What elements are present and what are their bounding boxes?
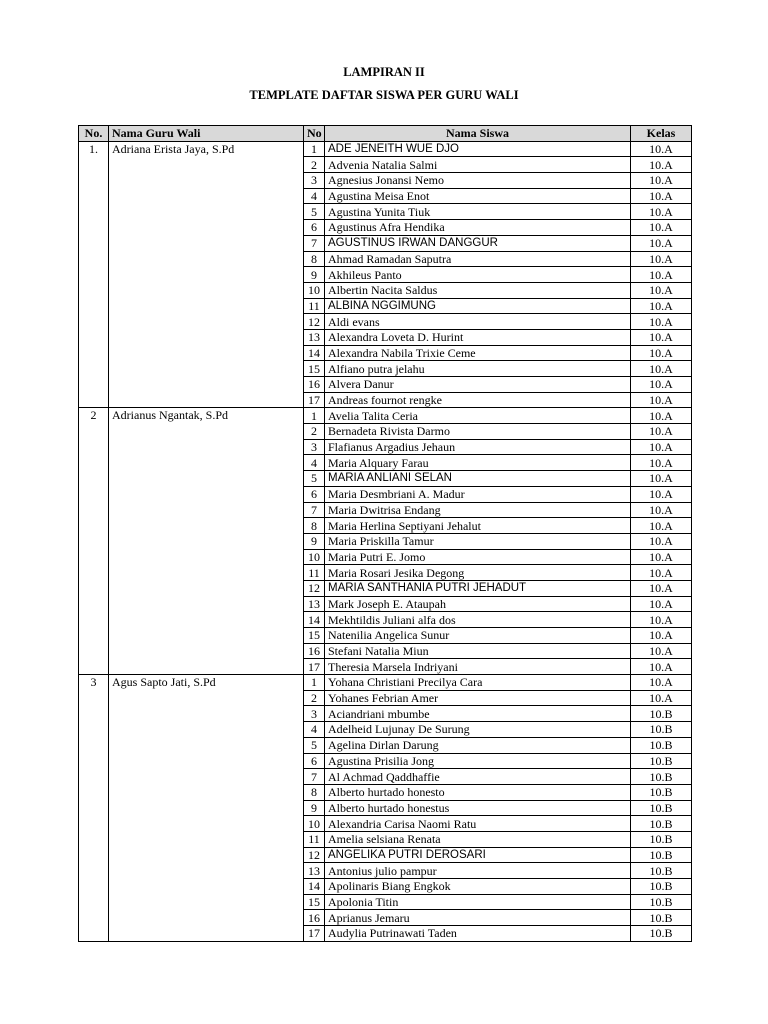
student-name: Alvera Danur	[325, 377, 631, 393]
student-number: 1	[304, 675, 325, 691]
student-class: 10.B	[631, 910, 692, 926]
student-table	[78, 125, 692, 942]
student-class: 10.A	[631, 345, 692, 361]
student-name: Amelia selsiana Renata	[325, 831, 631, 847]
student-class: 10.A	[631, 643, 692, 659]
student-number: 1	[304, 141, 325, 157]
student-number: 4	[304, 455, 325, 471]
table-row	[79, 675, 692, 691]
student-name: Maria Dwitrisa Endang	[325, 502, 631, 518]
student-name: Agelina Dirlan Darung	[325, 737, 631, 753]
student-number: 3	[304, 173, 325, 189]
table-body	[79, 141, 692, 941]
student-number: 17	[304, 926, 325, 942]
header-no: No.	[79, 126, 109, 142]
student-name: Albertin Nacita Saldus	[325, 282, 631, 298]
student-number: 12	[304, 580, 325, 596]
student-class: 10.A	[631, 549, 692, 565]
student-class: 10.A	[631, 690, 692, 706]
student-class: 10.A	[631, 455, 692, 471]
student-class: 10.B	[631, 894, 692, 910]
guru-number: 3	[79, 675, 109, 942]
student-name: Alberto hurtado honestus	[325, 800, 631, 816]
student-class: 10.B	[631, 926, 692, 942]
student-name: Aprianus Jemaru	[325, 910, 631, 926]
student-class: 10.A	[631, 282, 692, 298]
student-name: Apolinaris Biang Engkok	[325, 879, 631, 895]
student-class: 10.A	[631, 157, 692, 173]
student-class: 10.A	[631, 361, 692, 377]
student-name: Maria Putri E. Jomo	[325, 549, 631, 565]
student-class: 10.B	[631, 879, 692, 895]
student-number: 16	[304, 643, 325, 659]
student-name: Andreas fournot rengke	[325, 392, 631, 408]
student-class: 10.A	[631, 251, 692, 267]
student-name: Akhileus Panto	[325, 267, 631, 283]
student-number: 7	[304, 235, 325, 251]
document-title: LAMPIRAN II	[343, 65, 425, 79]
student-name: Maria Priskilla Tamur	[325, 533, 631, 549]
student-class: 10.A	[631, 533, 692, 549]
student-name: ANGELIKA PUTRI DEROSARI	[325, 847, 631, 863]
student-number: 12	[304, 847, 325, 863]
student-number: 4	[304, 722, 325, 738]
student-name: Maria Herlina Septiyani Jehalut	[325, 518, 631, 534]
student-number: 10	[304, 816, 325, 832]
student-number: 5	[304, 471, 325, 487]
student-class: 10.B	[631, 706, 692, 722]
student-name: Aldi evans	[325, 314, 631, 330]
student-class: 10.B	[631, 863, 692, 879]
student-class: 10.B	[631, 816, 692, 832]
student-class: 10.A	[631, 580, 692, 596]
student-name: Avelia Talita Ceria	[325, 408, 631, 424]
student-class: 10.B	[631, 753, 692, 769]
student-name: Agustina Meisa Enot	[325, 188, 631, 204]
guru-number: 2	[79, 408, 109, 675]
student-number: 14	[304, 612, 325, 628]
table-header-row	[79, 126, 692, 142]
student-class: 10.B	[631, 737, 692, 753]
student-name: Theresia Marsela Indriyani	[325, 659, 631, 675]
student-number: 12	[304, 314, 325, 330]
student-number: 8	[304, 251, 325, 267]
student-name: Alexandra Loveta D. Hurint	[325, 329, 631, 345]
student-class: 10.A	[631, 424, 692, 440]
student-name: Aciandriani mbumbe	[325, 706, 631, 722]
student-name: Agnesius Jonansi Nemo	[325, 173, 631, 189]
student-name: Advenia Natalia Salmi	[325, 157, 631, 173]
student-name: Ahmad Ramadan Saputra	[325, 251, 631, 267]
student-number: 10	[304, 549, 325, 565]
student-class: 10.B	[631, 831, 692, 847]
student-number: 6	[304, 753, 325, 769]
student-class: 10.A	[631, 377, 692, 393]
student-class: 10.A	[631, 220, 692, 236]
guru-number: 1.	[79, 141, 109, 408]
student-number: 5	[304, 737, 325, 753]
student-class: 10.A	[631, 439, 692, 455]
header-guru-wali: Nama Guru Wali	[109, 126, 304, 142]
student-number: 11	[304, 565, 325, 581]
student-class: 10.A	[631, 675, 692, 691]
header-nama-siswa: Nama Siswa	[325, 126, 631, 142]
student-name: Agustina Yunita Tiuk	[325, 204, 631, 220]
student-name: Agustinus Afra Hendika	[325, 220, 631, 236]
student-name: Flafianus Argadius Jehaun	[325, 439, 631, 455]
student-class: 10.A	[631, 628, 692, 644]
guru-name: Agus Sapto Jati, S.Pd	[109, 675, 304, 942]
student-class: 10.A	[631, 518, 692, 534]
student-number: 16	[304, 910, 325, 926]
student-class: 10.A	[631, 235, 692, 251]
student-number: 13	[304, 863, 325, 879]
student-number: 13	[304, 329, 325, 345]
student-name: Audylia Putrinawati Taden	[325, 926, 631, 942]
student-number: 6	[304, 486, 325, 502]
student-name: ADE JENEITH WUE DJO	[325, 141, 631, 157]
student-class: 10.B	[631, 722, 692, 738]
student-name: Alexandria Carisa Naomi Ratu	[325, 816, 631, 832]
student-class: 10.A	[631, 141, 692, 157]
student-name: Stefani Natalia Miun	[325, 643, 631, 659]
student-number: 2	[304, 690, 325, 706]
student-number: 15	[304, 628, 325, 644]
document-subtitle: TEMPLATE DAFTAR SISWA PER GURU WALI	[249, 88, 519, 102]
student-class: 10.A	[631, 329, 692, 345]
student-number: 17	[304, 392, 325, 408]
student-number: 3	[304, 706, 325, 722]
student-class: 10.B	[631, 784, 692, 800]
student-class: 10.A	[631, 408, 692, 424]
student-name: Yohana Christiani Precilya Cara	[325, 675, 631, 691]
student-class: 10.A	[631, 173, 692, 189]
student-name: MARIA SANTHANIA PUTRI JEHADUT	[325, 580, 631, 596]
student-number: 7	[304, 769, 325, 785]
student-number: 5	[304, 204, 325, 220]
student-number: 15	[304, 894, 325, 910]
student-number: 8	[304, 518, 325, 534]
student-number: 3	[304, 439, 325, 455]
student-name: Maria Desmbriani A. Madur	[325, 486, 631, 502]
student-class: 10.A	[631, 612, 692, 628]
student-number: 6	[304, 220, 325, 236]
student-class: 10.A	[631, 596, 692, 612]
student-name: Adelheid Lujunay De Surung	[325, 722, 631, 738]
student-name: Agustina Prisilia Jong	[325, 753, 631, 769]
student-name: MARIA ANLIANI SELAN	[325, 471, 631, 487]
student-number: 8	[304, 784, 325, 800]
student-name: Bernadeta Rivista Darmo	[325, 424, 631, 440]
student-name: Alfiano putra jelahu	[325, 361, 631, 377]
header-kelas: Kelas	[631, 126, 692, 142]
student-number: 11	[304, 831, 325, 847]
student-name: Mark Joseph E. Ataupah	[325, 596, 631, 612]
student-number: 16	[304, 377, 325, 393]
student-class: 10.A	[631, 471, 692, 487]
student-class: 10.A	[631, 486, 692, 502]
student-class: 10.B	[631, 800, 692, 816]
student-name: ALBINA NGGIMUNG	[325, 298, 631, 314]
student-number: 14	[304, 879, 325, 895]
student-number: 9	[304, 800, 325, 816]
student-class: 10.A	[631, 392, 692, 408]
student-number: 2	[304, 157, 325, 173]
student-class: 10.B	[631, 769, 692, 785]
student-name: Natenilia Angelica Sunur	[325, 628, 631, 644]
student-name: Alexandra Nabila Trixie Ceme	[325, 345, 631, 361]
guru-name: Adriana Erista Jaya, S.Pd	[109, 141, 304, 408]
student-number: 9	[304, 267, 325, 283]
student-number: 1	[304, 408, 325, 424]
student-class: 10.A	[631, 188, 692, 204]
student-number: 9	[304, 533, 325, 549]
table-row	[79, 408, 692, 424]
student-number: 2	[304, 424, 325, 440]
student-class: 10.A	[631, 565, 692, 581]
student-name: Maria Rosari Jesika Degong	[325, 565, 631, 581]
student-class: 10.A	[631, 314, 692, 330]
student-class: 10.A	[631, 204, 692, 220]
student-number: 13	[304, 596, 325, 612]
student-number: 10	[304, 282, 325, 298]
student-class: 10.B	[631, 847, 692, 863]
student-name: Antonius julio pampur	[325, 863, 631, 879]
student-number: 17	[304, 659, 325, 675]
student-class: 10.A	[631, 298, 692, 314]
table-row	[79, 141, 692, 157]
student-name: Mekhtildis Juliani alfa dos	[325, 612, 631, 628]
student-name: Alberto hurtado honesto	[325, 784, 631, 800]
student-class: 10.A	[631, 659, 692, 675]
student-name: Al Achmad Qaddhaffie	[325, 769, 631, 785]
student-name: Apolonia Titin	[325, 894, 631, 910]
student-number: 4	[304, 188, 325, 204]
header-no-siswa: No	[304, 126, 325, 142]
guru-name: Adrianus Ngantak, S.Pd	[109, 408, 304, 675]
student-name: AGUSTINUS IRWAN DANGGUR	[325, 235, 631, 251]
student-class: 10.A	[631, 502, 692, 518]
student-number: 11	[304, 298, 325, 314]
student-number: 14	[304, 345, 325, 361]
student-name: Maria Alquary Farau	[325, 455, 631, 471]
student-number: 15	[304, 361, 325, 377]
student-number: 7	[304, 502, 325, 518]
student-name: Yohanes Febrian Amer	[325, 690, 631, 706]
student-class: 10.A	[631, 267, 692, 283]
